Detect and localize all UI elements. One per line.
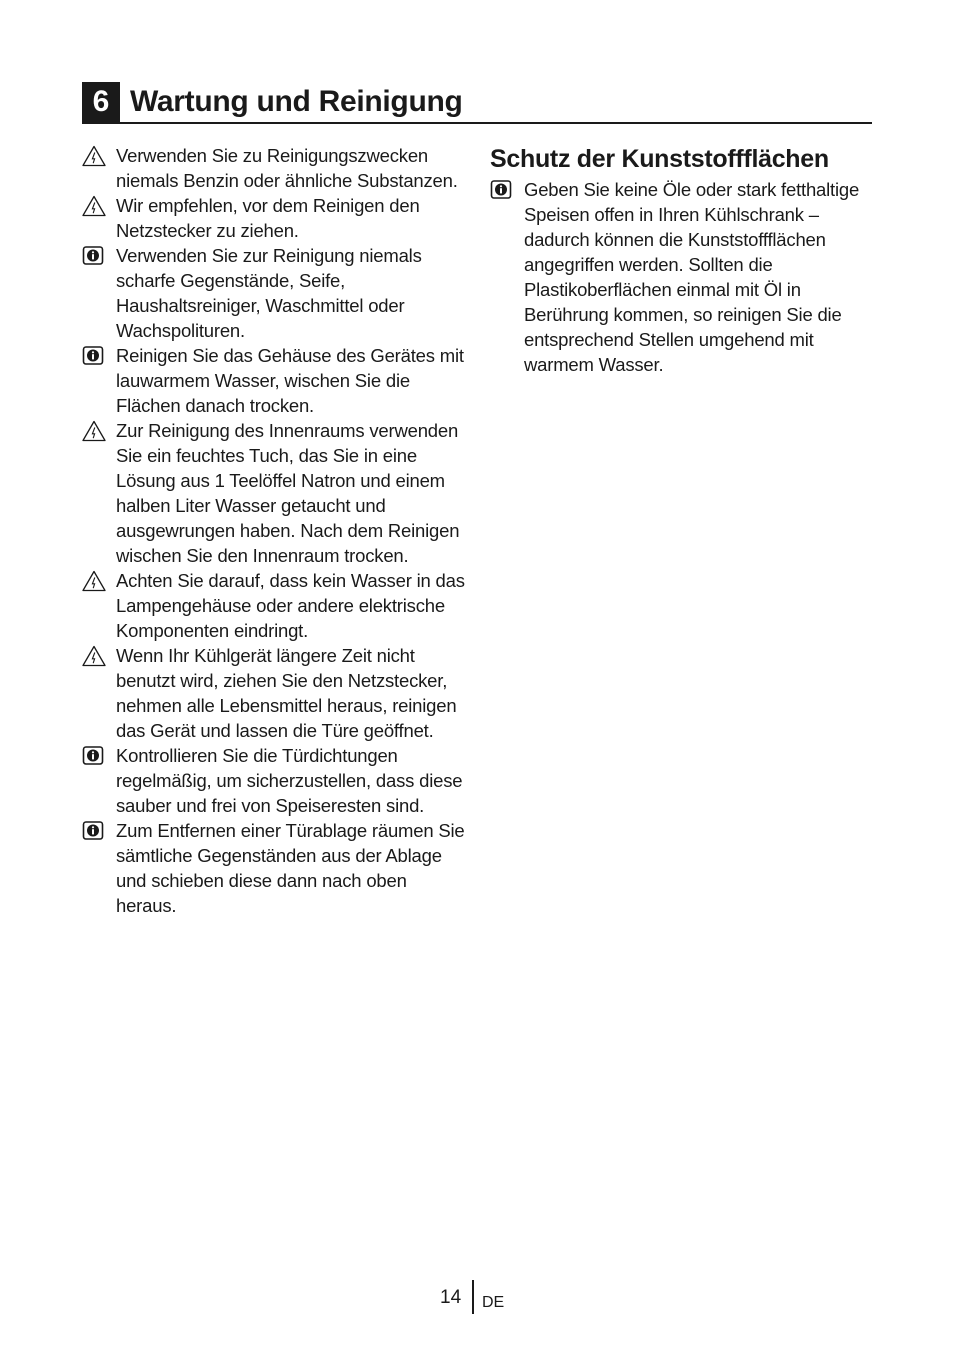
page-number: 14 (440, 1287, 462, 1308)
item-text: Achten Sie darauf, dass kein Wasser in das Lampengehäuse oder andere elektrische Komponenten eindringt. (116, 570, 465, 641)
list-item (82, 243, 470, 343)
info-icon (82, 820, 106, 842)
list-item (82, 343, 470, 418)
list-item (490, 177, 875, 377)
info-icon (82, 745, 106, 767)
info-icon (490, 179, 514, 201)
item-text: Wenn Ihr Kühlgerät längere Zeit nicht benutzt wird, ziehen Sie den Netzstecker, nehmen alle Lebensmittel heraus, reinigen das Gerät und lassen die Türe geöffnet. (116, 645, 457, 741)
warning-icon (82, 570, 106, 592)
item-text: Verwenden Sie zu Reinigungszwecken niemals Benzin oder ähnliche Substanzen. (116, 145, 458, 191)
warning-icon (82, 195, 106, 217)
list-item (82, 193, 470, 243)
list-item (82, 743, 470, 818)
left-column (82, 143, 470, 918)
chapter-title: Wartung und Reinigung (130, 85, 463, 118)
footer-divider (472, 1280, 474, 1314)
chapter-header (82, 82, 872, 124)
item-text: Geben Sie keine Öle oder stark fetthaltige Speisen offen in Ihren Kühlschrank – dadurch können die Kunststoffflächen angegriffen werden. Sollten die Plastikoberflächen einmal mit Öl in Berührung kommen, so reinigen Sie die entsprechend Stellen umgehend mit warmem Wasser. (524, 179, 860, 375)
list-item (82, 568, 470, 643)
section-title: Schutz der Kunststoffflächen (490, 145, 829, 173)
item-text: Verwenden Sie zur Reinigung niemals scharfe Gegenstände, Seife, Haushaltsreiniger, Waschmittel oder Wachspolituren. (116, 245, 422, 341)
list-item (82, 818, 470, 918)
warning-icon (82, 645, 106, 667)
item-text: Zur Reinigung des Innenraums verwenden Sie ein feuchtes Tuch, das Sie in eine Lösung aus 1 Teelöffel Natron und einem halben Liter Wasser getaucht und ausgewrungen haben. Nach dem Reinigen wischen Sie den Innenraum trocken. (116, 420, 460, 566)
warning-icon (82, 420, 106, 442)
right-column (490, 143, 875, 377)
item-text: Reinigen Sie das Gehäuse des Gerätes mit lauwarmem Wasser, wischen Sie die Flächen danach trocken. (116, 345, 464, 416)
list-item (82, 143, 470, 193)
item-text: Kontrollieren Sie die Türdichtungen regelmäßig, um sicherzustellen, dass diese sauber und frei von Speiseresten sind. (116, 745, 463, 816)
chapter-number: 6 (82, 82, 120, 122)
list-item (82, 643, 470, 743)
list-item (82, 418, 470, 568)
item-text: Zum Entfernen einer Türablage räumen Sie sämtliche Gegenständen aus der Ablage und schieben diese dann nach oben heraus. (116, 820, 465, 916)
warning-icon (82, 145, 106, 167)
info-icon (82, 345, 106, 367)
language-code: DE (482, 1294, 505, 1311)
info-icon (82, 245, 106, 267)
item-text: Wir empfehlen, vor dem Reinigen den Netzstecker zu ziehen. (116, 195, 420, 241)
